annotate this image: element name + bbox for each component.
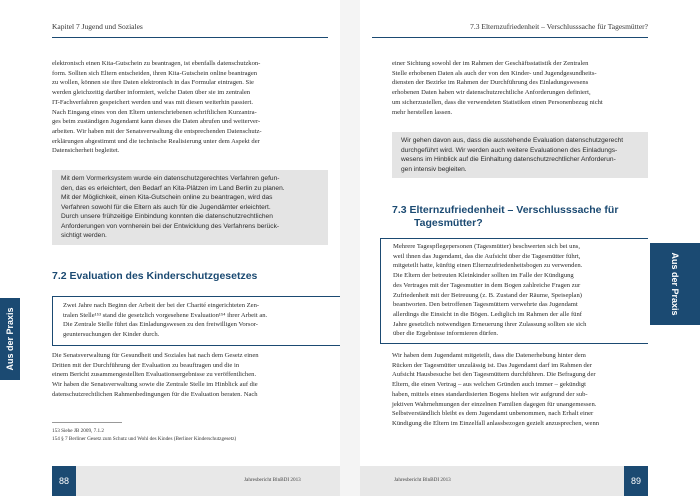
page-gutter <box>340 0 360 496</box>
summary-callout <box>392 132 648 178</box>
intro-line: Jahre gesetzlich notwendigen Erneuerung ihrer Zulassung sollten sie sich <box>393 320 587 328</box>
text-line: Stelle erhobenen Daten als auch der von den Kinder- und Jugendgesundheits- <box>392 69 597 77</box>
header-rule <box>372 37 648 38</box>
callout-line: Mit der Möglichkeit, einen Kita-Gutschein online zu beantragen, wird das <box>61 194 273 201</box>
text-line: jektiven Wahrnehmungen der einzelnen Familien dagegen für unangemessen. <box>392 400 597 408</box>
text-line: IT-Fachverfahren gespeichert werden und was mit diesen weiterhin passiert. <box>52 98 253 106</box>
text-line: werden gleichzeitig darüber informiert, welche Daten über sie im zentralen <box>52 89 251 97</box>
footer-text: Jahresbericht BlnBDI 2013 <box>394 477 451 483</box>
intro-box <box>52 296 340 346</box>
footer-text: Jahresbericht BlnBDI 2013 <box>244 477 301 483</box>
callout-line: gen intensiv begleiten. <box>401 165 467 173</box>
intro-line: des Vertrages mit der Tagesmutter in dem Bogen zahlreiche Fragen zur <box>393 281 581 289</box>
text-line: haben, mittels eines standardisierten Bogens hielten wir aufgrund der sub- <box>392 390 588 398</box>
callout-line: Verfahren sowohl für die Eltern als auch für die Jugendämter erleichtert. <box>61 203 271 211</box>
page-number: 88 <box>52 466 76 496</box>
text-line: Kündigung die Eltern im Einzelfall anlassbezogen gezielt anzusprechen, wenn <box>392 419 600 427</box>
side-tab-label: Aus der Praxis <box>670 252 680 316</box>
text-line: erhobenen Daten haben wir datenschutzrechtliche Anforderungen definiert, <box>392 89 591 97</box>
text-line: einem Bericht zusammengestellten Evaluationsergebnisse zu veröffentlichen. <box>52 371 257 379</box>
header-rule <box>52 37 328 38</box>
text-line: Datensicherheit begleitet. <box>52 147 120 155</box>
footnote-rule <box>52 422 122 423</box>
side-tab <box>0 298 20 380</box>
callout-line: sichtigt werden. <box>61 232 107 239</box>
text-line: Nach Eingang eines von den Eltern unterschriebenen schriftlichen Kurzantra- <box>52 108 257 116</box>
section-heading-line: Tagesmütter? <box>414 217 483 229</box>
text-line: diensten der Bezirke im Rahmen der Durchführung des Einladungswesens <box>392 79 589 87</box>
text-line: Dritten mit der Durchführung der Evaluation zu beauftragen und die in <box>52 361 240 369</box>
text-line: um sicherzustellen, dass die verwendeten Statistiken einen Personenbezug nicht <box>392 98 603 106</box>
text-line: erklärungen abgestimmt und die technische Realisierung unter dem Aspekt der <box>52 137 260 145</box>
callout-line: Anforderungen von vornherein bei der Entwicklung des Verfahrens berück- <box>61 222 280 230</box>
intro-line: Die Eltern der betreuten Kleinkinder sollten im Falle der Kündigung <box>393 272 574 280</box>
text-line: form. Sollten sich Eltern entscheiden, ihren Kita-Gutschein online beantragen <box>52 69 258 77</box>
intro-line: mitgeteilt hatte, künftig einen Elternzufriedenheitsbogen zu verwenden. <box>393 262 583 270</box>
text-line: Selbstverständlich bleibt es dem Jugendamt unbenommen, nach Erhalt einer <box>392 410 594 418</box>
section-heading-line: 7.3 Elternzufriedenheit – Verschlusssache für <box>392 204 619 216</box>
intro-line: allerdings die Einsicht in die Bögen. Lediglich im Rahmen der alle fünf <box>393 310 582 318</box>
text-line: datenschutzrechtlichen Rahmenbedingungen für die Evaluation beraten. Nach <box>52 390 258 398</box>
text-line: arbeiten. Wir haben mit der Senatsverwaltung die entsprechenden Datenschutz- <box>52 127 262 135</box>
text-line: elektronisch einen Kita-Gutschein zu beantragen, ist ebenfalls datenschutzkon- <box>52 60 261 67</box>
left-page <box>0 0 340 496</box>
callout-line: durchgeführt wird. Wir werden auch weitere Evaluationen des Einladungs- <box>401 146 618 154</box>
text-line: Aufsicht Hausbesuche bei den Tagesmüttern durchführen. Die Befragung der <box>392 371 596 379</box>
text-line: Wir haben dem Jugendamt mitgeteilt, dass die Datenerhebung hinter dem <box>392 352 586 359</box>
text-line: Die Senatsverwaltung für Gesundheit und Soziales hat nach dem Gesetz einen <box>52 352 259 359</box>
section-heading: 7.2 Evaluation des Kinderschutzgesetzes <box>52 270 258 282</box>
body-text-bottom <box>392 351 648 429</box>
intro-line: über die Ergebnisse informieren dürfen. <box>393 330 499 338</box>
text-line: zu wollen, können sie ihre Daten elektronisch in das Formular eintragen. Sie <box>52 79 254 87</box>
text-line: Rücken der Tagesmütter unzulässig ist. Das Jugendamt darf im Rahmen der <box>392 361 592 369</box>
intro-line: weil ihnen das Jugendamt, das die Aufsicht über die Tagesmütter führt, <box>393 252 581 260</box>
footnote-154: 154 § 7 Berliner Gesetz zum Schutz und Wohl des Kindes (Berliner Kinderschutzgesetz) <box>52 436 237 442</box>
chapter-header: Kapitel 7 Jugend und Soziales <box>52 22 143 31</box>
callout-line: Durch unsere frühzeitige Einbindung konnten die datenschutzrechtlichen <box>61 213 273 220</box>
intro-line: tralen Stelle¹⁵³ stand die gesetzlich vorgesehene Evaluation¹⁵⁴ ihrer Arbeit an. <box>63 311 268 319</box>
body-text-bottom <box>52 351 328 400</box>
summary-callout <box>52 170 328 245</box>
text-line: mehr herstellen lassen. <box>392 108 453 116</box>
callout-line: Wir gehen davon aus, dass die ausstehende Evaluation datenschutzgerecht <box>401 137 624 144</box>
intro-line: geuntersuchungen der Kinder durch. <box>63 331 160 339</box>
callout-line: Mit dem Vormerksystem wurde ein datenschutzgerechtes Verfahren gefun- <box>61 175 280 182</box>
text-line: ges beim zuständigen Jugendamt kann dieses die Daten abrufen und weiterver- <box>52 118 261 126</box>
body-text-top <box>52 59 328 156</box>
text-line: Eltern, die einen Vertrag – aus welchen Gründen auch immer – gekündigt <box>392 381 586 389</box>
intro-line: Mehrere Tagespflegepersonen (Tagesmütter) beschwerten sich bei uns, <box>393 243 580 250</box>
body-text-top <box>392 59 648 117</box>
page-number: 89 <box>624 466 648 496</box>
side-tab-label: Aus der Praxis <box>5 307 15 371</box>
intro-line: Die Zentrale Stelle führt das Einladungswesen zu den freiwilligen Vorsor- <box>63 321 259 329</box>
section-heading <box>392 204 618 230</box>
footnotes <box>52 427 328 443</box>
section-header: 7.3 Elternzufriedenheit – Verschlusssache für Tagesmütter? <box>470 22 648 31</box>
text-line: einer Sichtung sowohl der im Rahmen der Geschäftsstatistik der Zentralen <box>392 60 589 67</box>
intro-box <box>380 238 648 344</box>
text-line: Wir haben die Senatsverwaltung sowie die Zentrale Stelle im Hinblick auf die <box>52 381 258 389</box>
intro-line: Zwei Jahre nach Beginn der Arbeit der bei der Charité eingerichteten Zen- <box>63 302 260 309</box>
footnote-153: 153 Siehe JB 2009, 7.1.2 <box>52 428 105 434</box>
right-page <box>360 0 700 496</box>
side-tab <box>650 243 700 325</box>
intro-line: beantworten. Den betroffenen Tagesmüttern verwehrte das Jugendamt <box>393 301 578 309</box>
callout-line: den, das es erleichtert, den Bedarf an Kita-Plätzen im Land Berlin zu planen. <box>61 184 285 192</box>
intro-line: Zufriedenheit mit der Betreuung (z. B. Zustand der Räume, Speiseplan) <box>393 291 582 299</box>
callout-line: wesens im Hinblick auf die Einhaltung datenschutzrechtlicher Anforderun- <box>401 156 616 163</box>
